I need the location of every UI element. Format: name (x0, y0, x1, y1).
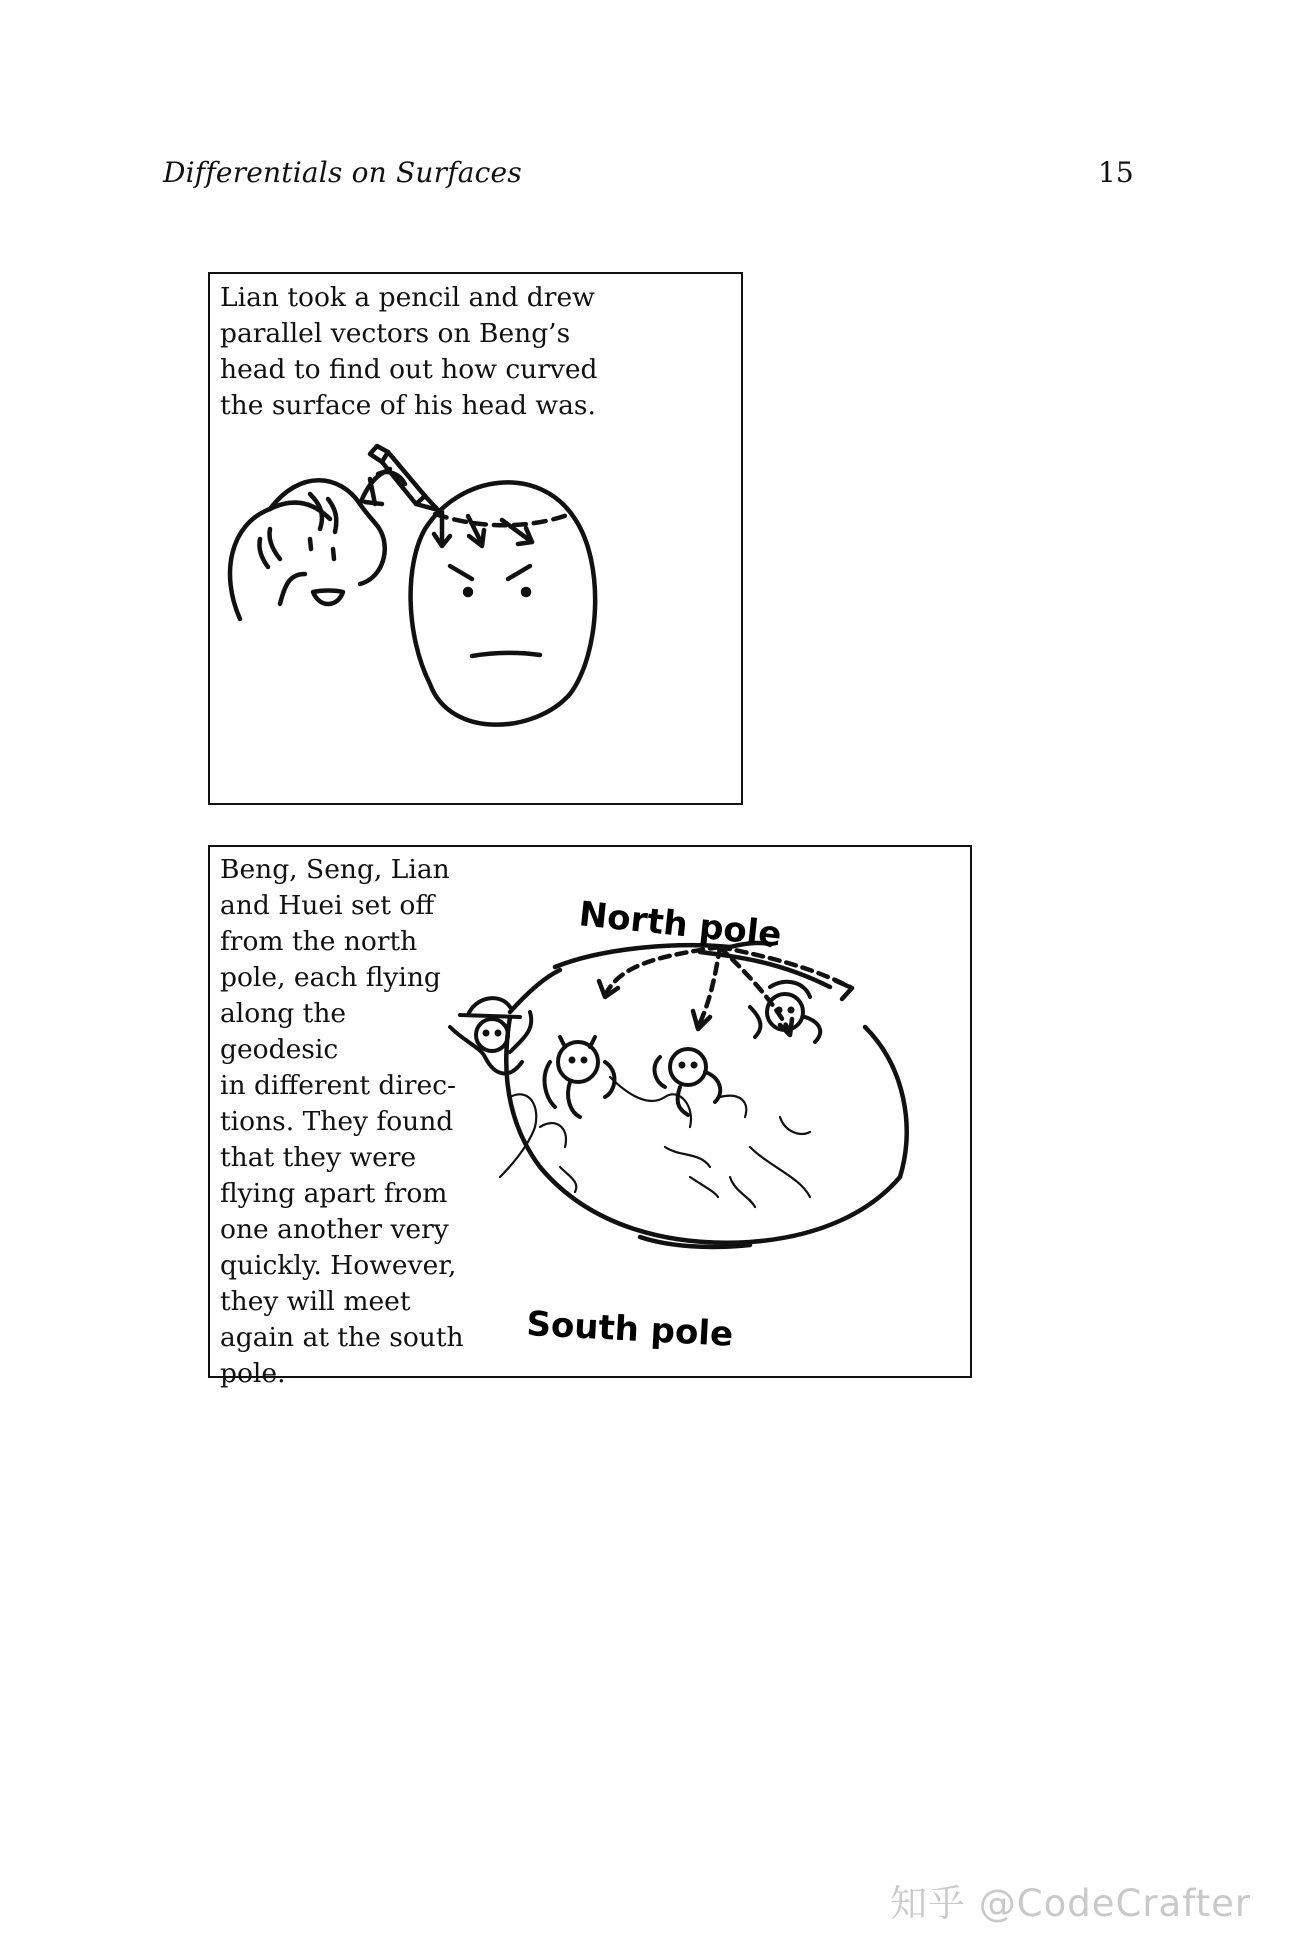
page-number: 15 (1098, 156, 1134, 189)
north-pole-label: North pole (577, 894, 784, 956)
earth-geodesic-illustration (210, 847, 974, 1380)
comic-panel-2 (208, 845, 972, 1389)
lian-drawing-illustration (210, 274, 745, 807)
comic-panel-1 (208, 272, 743, 805)
south-pole-label: South pole (525, 1304, 735, 1355)
panel-2-caption: Beng, Seng, Lian and Huei set off from the north pole, each flying along the geodesic in different direc- tions. They found that they were flying apart from one another very quickly. However, they will meet again at the south pole. (220, 854, 464, 1389)
watermark: 知乎 @CodeCrafter (890, 1882, 1252, 1925)
running-title: Differentials on Surfaces (163, 156, 522, 189)
panel-1-caption: Lian took a pencil and drew parallel vectors on Beng’s head to find out how curved the surface of his head was. (220, 282, 598, 421)
